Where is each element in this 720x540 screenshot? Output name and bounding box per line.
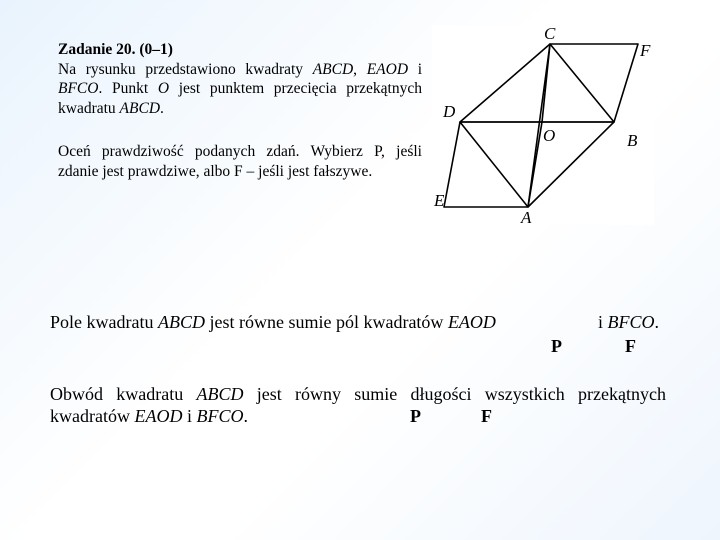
statement-2: Obwód kwadratu ABCD jest równy sumie długości wszystkich przekątnych xyxy=(50,384,666,404)
squares-figure xyxy=(432,25,654,225)
squares-diagram xyxy=(432,25,654,225)
label-a: A xyxy=(521,208,532,225)
task-text xyxy=(58,40,422,181)
label-f: F xyxy=(640,41,651,60)
task-instruction: Oceń prawdziwość podanych zdań. Wybierz P, jeśli zdanie jest prawdziwe, albo F – jeśli jest fałszywe. xyxy=(58,143,422,180)
statement-2-true-option[interactable]: P xyxy=(410,406,421,426)
statement-2-line-2: kwadratów EAOD i BFCO. xyxy=(50,406,248,426)
task-intro: Na rysunku przedstawiono kwadraty ABCD, EAOD i BFCO. Punkt O jest punktem przecięcia przekątnych kwadratu ABCD. xyxy=(58,60,422,117)
square-bfco xyxy=(542,44,638,122)
task-title: Zadanie 20. (0–1) xyxy=(58,41,173,58)
square-abcd xyxy=(460,44,614,207)
label-d: D xyxy=(443,102,456,121)
label-b: B xyxy=(627,131,638,150)
label-e: E xyxy=(434,191,445,210)
statement-1-false-option[interactable]: F xyxy=(625,336,636,356)
label-c: C xyxy=(544,25,556,43)
statement-1-true-option[interactable]: P xyxy=(551,336,562,356)
statement-2-false-option[interactable]: F xyxy=(481,406,492,426)
label-o: O xyxy=(543,126,556,145)
statement-1: Pole kwadratu ABCD jest równe sumie pól kwadratów EAOD xyxy=(50,312,496,332)
statement-1-end: i BFCO. xyxy=(598,312,660,332)
